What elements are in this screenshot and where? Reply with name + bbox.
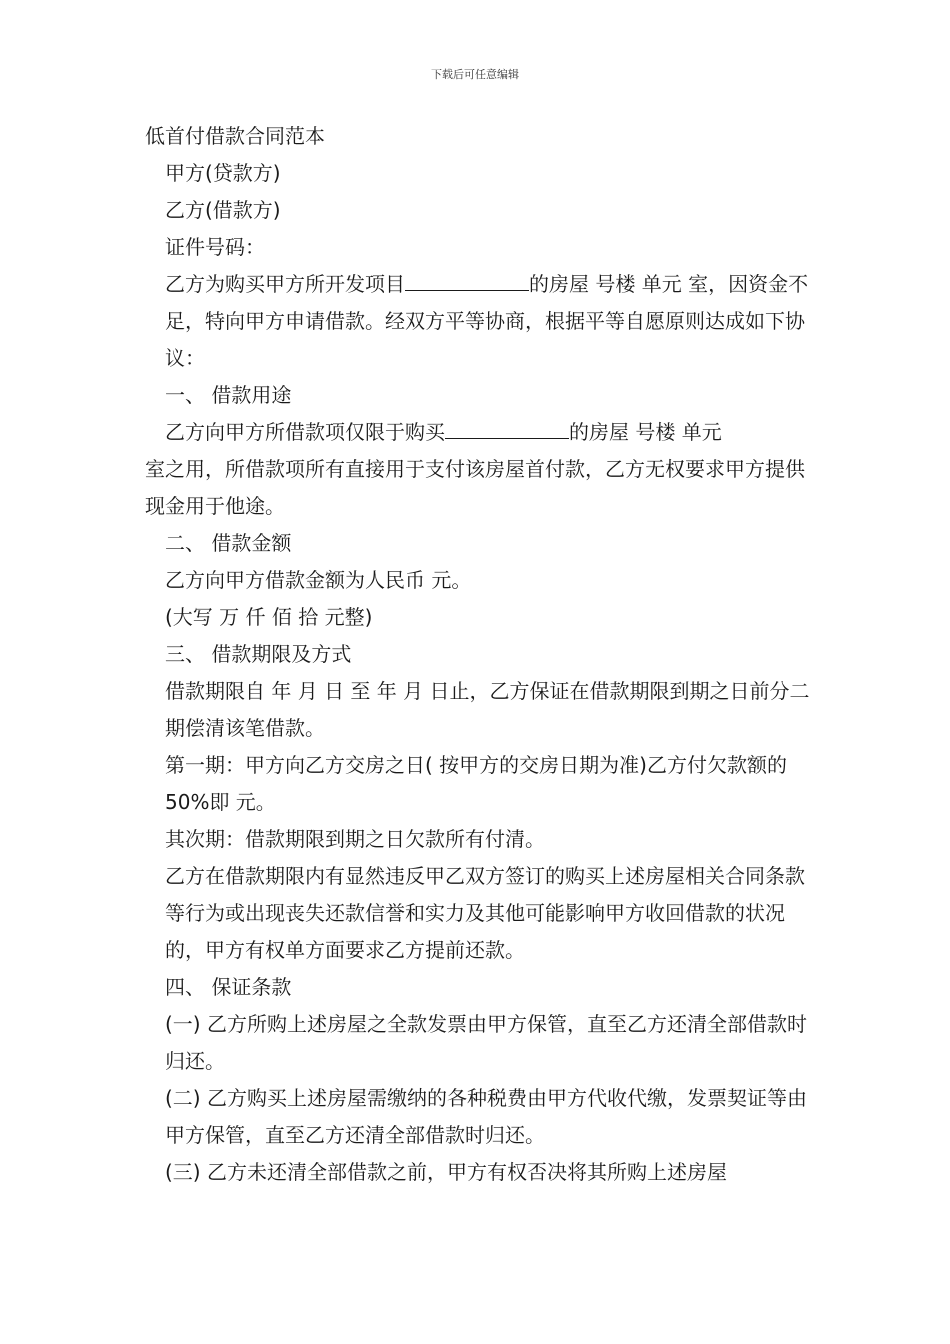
section-4-p3: (三) 乙方未还清全部借款之前，甲方有权否决将其所购上述房屋 [165, 1160, 727, 1184]
intro-text-after: 的房屋 号楼 单元 室，因资金不足，特向甲方申请借款。经双方平等协商，根据平等自愿原则达成如下协议： [165, 272, 809, 370]
section-3-p1: 借款期限自 年 月 日 至 年 月 日止，乙方保证在借款期限到期之日前分二期偿清该笔借款。 [165, 679, 810, 740]
id-number-line: 证件号码： [165, 235, 265, 259]
s1-text-after: 的房屋 号楼 单元 [569, 420, 722, 444]
section-3-heading: 三、 借款期限及方式 [165, 642, 352, 666]
party-a-line: 甲方(贷款方) [165, 161, 281, 185]
section-3-p4: 乙方在借款期限内有显然违反甲乙双方签订的购买上述房屋相关合同条款等行为或出现丧失还款信誉和实力及其他可能影响甲方收回借款的状况的，甲方有权单方面要求乙方提前还款。 [165, 864, 805, 962]
intro-paragraph [145, 266, 810, 377]
section-3-p2: 第一期：甲方向乙方交房之日( 按甲方的交房日期为准)乙方付欠款额的 50%即 元。 [165, 753, 787, 814]
document-body [145, 118, 810, 1191]
section-4-p1: (一) 乙方所购上述房屋之全款发票由甲方保管，直至乙方还清全部借款时归还。 [165, 1012, 807, 1073]
section-1-line1 [145, 414, 810, 451]
party-b-line: 乙方(借款方) [165, 198, 281, 222]
section-4-heading: 四、 保证条款 [165, 975, 292, 999]
s1-text-before: 乙方向甲方所借款项仅限于购买 [165, 420, 445, 444]
section-2-heading: 二、 借款金额 [165, 531, 292, 555]
page-header: 下载后可任意编辑 [431, 68, 519, 81]
purchase-blank[interactable] [445, 416, 569, 439]
section-2-amount: 乙方向甲方借款金额为人民币 元。 [165, 568, 472, 592]
section-4-p2: (二) 乙方购买上述房屋需缴纳的各种税费由甲方代收代缴，发票契证等由甲方保管，直至乙方还清全部借款时归还。 [165, 1086, 807, 1147]
project-blank[interactable] [405, 268, 529, 291]
section-1-heading: 一、 借款用途 [165, 383, 292, 407]
section-3-p3: 其次期：借款期限到期之日欠款所有付清。 [165, 827, 545, 851]
document-title: 低首付借款合同范本 [145, 124, 325, 148]
section-1-line2: 室之用，所借款项所有直接用于支付该房屋首付款，乙方无权要求甲方提供现金用于他途。 [145, 457, 805, 518]
section-2-capital: (大写 万 仟 佰 拾 元整) [165, 605, 373, 629]
intro-text-before: 乙方为购买甲方所开发项目 [165, 272, 405, 296]
